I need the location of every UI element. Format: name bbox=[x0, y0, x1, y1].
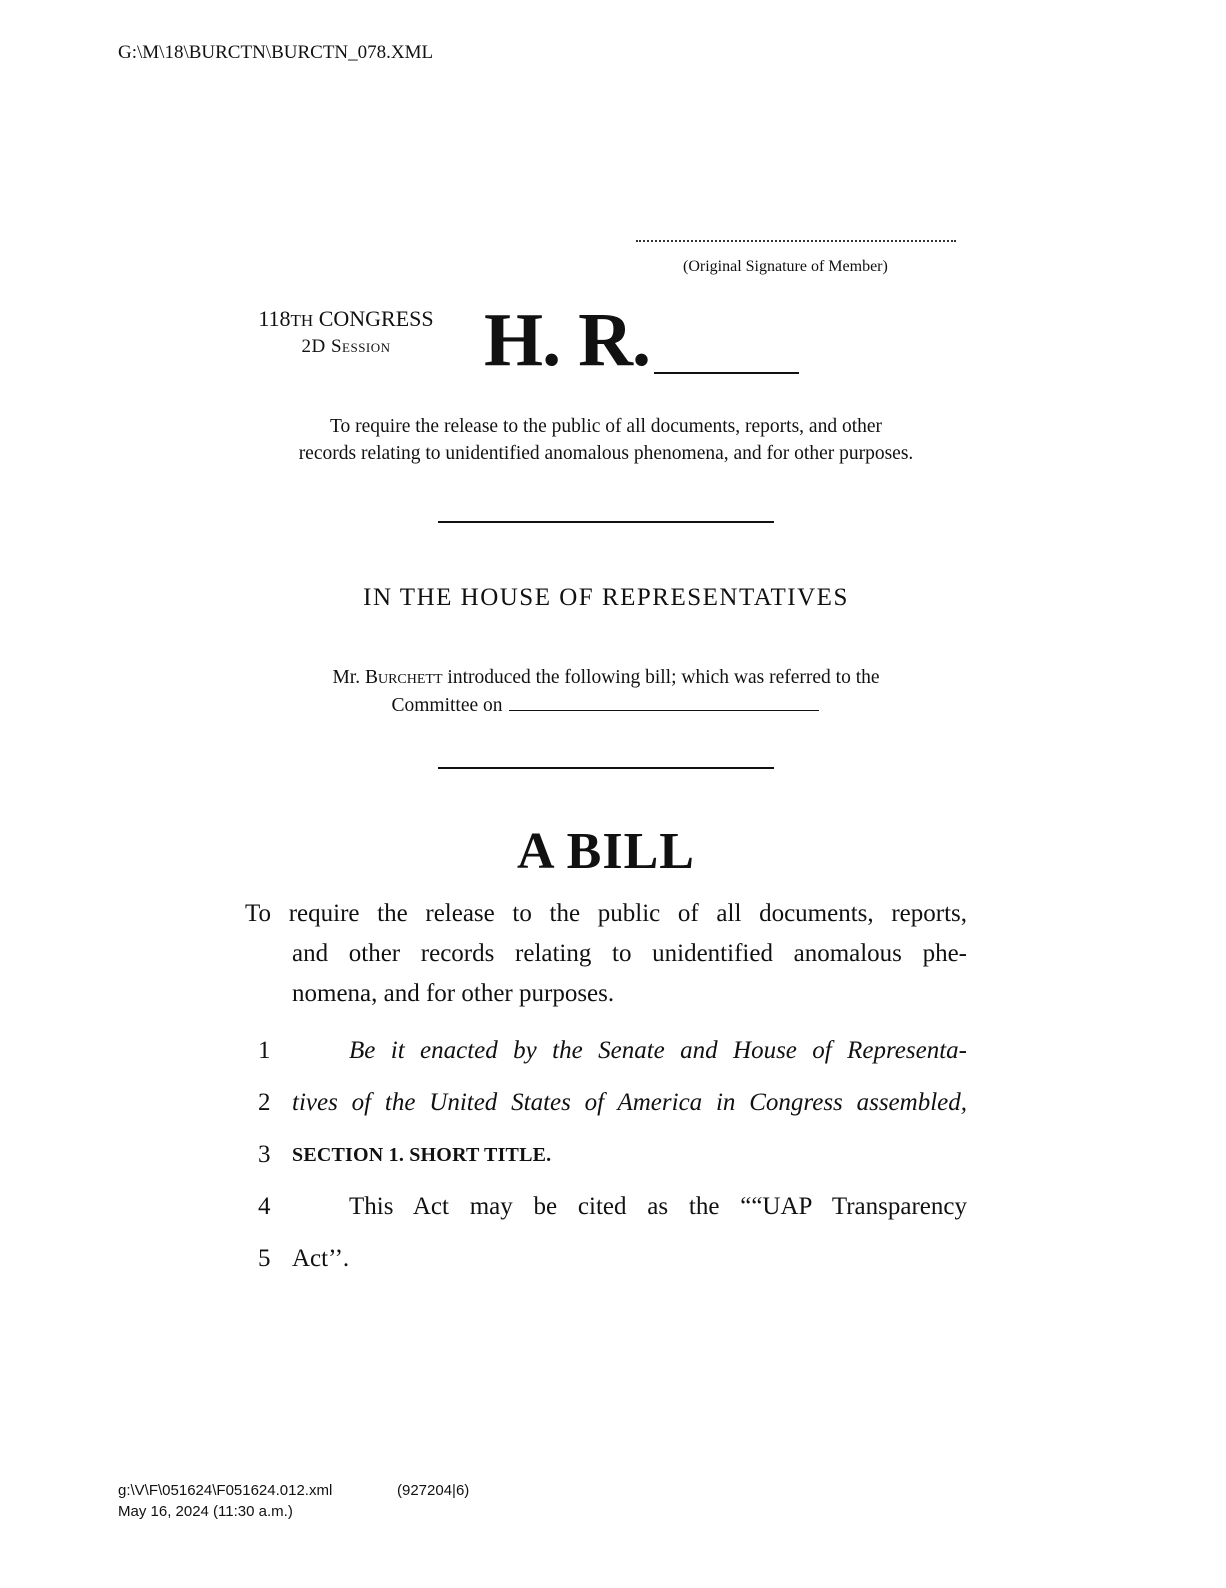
congress-suffix: TH bbox=[290, 311, 314, 330]
enacting-clause-line-2: tives of the United States of America in Congress assembled, bbox=[292, 1089, 967, 1116]
introduction-prefix: Mr. bbox=[332, 667, 365, 688]
signature-line bbox=[636, 240, 956, 242]
header-file-path: G:\M\18\BURCTN\BURCTN_078.XML bbox=[118, 42, 434, 63]
house-heading: IN THE HOUSE OF REPRESENTATIVES bbox=[363, 584, 849, 611]
long-purpose-line-1: To require the release to the public of all documents, reports, bbox=[245, 900, 967, 927]
line-number: 3 bbox=[258, 1141, 271, 1168]
line-number: 1 bbox=[258, 1037, 271, 1064]
bill-number-blank bbox=[654, 372, 799, 374]
congress-number: 118 bbox=[258, 306, 291, 331]
short-purpose bbox=[245, 413, 967, 467]
session-number: 2 bbox=[301, 336, 312, 357]
congress-session-block bbox=[243, 306, 449, 360]
long-purpose bbox=[245, 894, 967, 1014]
introduction-line-1 bbox=[245, 664, 967, 691]
introduction-paragraph bbox=[245, 664, 967, 719]
short-purpose-line-2: records relating to unidentified anomalous phenomena, and for other purposes. bbox=[298, 443, 914, 464]
bill-number-label: H. R. bbox=[484, 298, 650, 382]
line-number: 2 bbox=[258, 1089, 271, 1116]
line-number: 4 bbox=[258, 1193, 271, 1220]
divider-rule bbox=[438, 767, 774, 769]
committee-blank bbox=[509, 691, 819, 711]
footer-document-id: (927204|6) bbox=[397, 1482, 470, 1499]
session-line bbox=[243, 334, 449, 360]
short-title-text-line-2: Act’’. bbox=[292, 1245, 350, 1272]
introduction-text: introduced the following bill; which was referred to the bbox=[442, 667, 880, 688]
long-purpose-line-2: and other records relating to unidentified anomalous phe- bbox=[292, 940, 967, 967]
sponsor-name: Burchett bbox=[364, 667, 443, 688]
introduction-line-2 bbox=[245, 691, 967, 719]
line-number: 5 bbox=[258, 1245, 271, 1272]
footer-date: May 16, 2024 (11:30 a.m.) bbox=[118, 1503, 293, 1520]
divider-rule bbox=[438, 521, 774, 523]
short-title-text-line-1: This Act may be cited as the ““UAP Transparency bbox=[349, 1193, 967, 1220]
congress-word: CONGRESS bbox=[313, 306, 434, 331]
congress-line bbox=[243, 306, 449, 334]
session-word: Session bbox=[325, 336, 391, 357]
enacting-clause-line-1: Be it enacted by the Senate and House of Representa- bbox=[349, 1037, 967, 1064]
bill-title: A BILL bbox=[517, 823, 695, 880]
committee-label: Committee on bbox=[391, 695, 503, 716]
long-purpose-line-3: nomena, and for other purposes. bbox=[292, 980, 615, 1007]
short-purpose-line-1: To require the release to the public of all documents, reports, and other bbox=[329, 416, 883, 437]
session-suffix: D bbox=[311, 336, 326, 357]
signature-caption: (Original Signature of Member) bbox=[683, 258, 888, 275]
section-heading: SECTION 1. SHORT TITLE. bbox=[292, 1144, 552, 1166]
footer-file-path: g:\V\F\051624\F051624.012.xml bbox=[118, 1482, 333, 1499]
